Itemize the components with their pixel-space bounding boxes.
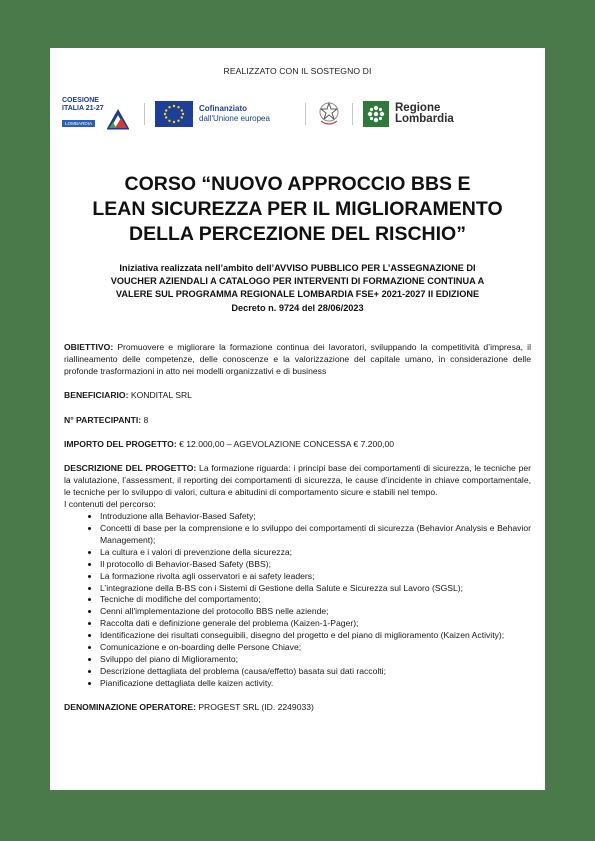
support-caption: REALIZZATO CON IL SOSTEGNO DI bbox=[223, 66, 372, 76]
coesione-italy-icon bbox=[107, 108, 129, 130]
list-item: • Comunicazione e on-boarding delle Persone Chiave; bbox=[100, 642, 531, 654]
lombardia-rose-icon bbox=[363, 101, 389, 127]
contents-intro: I contenuti del percorso: bbox=[64, 499, 156, 510]
list-item: • La cultura e i valori di prevenzione della sicurezza; bbox=[100, 547, 531, 559]
description-paragraph bbox=[64, 463, 531, 499]
contents-list bbox=[64, 511, 531, 690]
regione-text: Regione bbox=[395, 101, 441, 114]
title-line: LEAN SICUREZZA PER IL MIGLIORAMENTO bbox=[92, 198, 503, 220]
list-item: • Sviluppo del piano di Miglioramento; bbox=[100, 654, 531, 666]
objective-label: OBIETTIVO: bbox=[64, 342, 114, 352]
operator-line bbox=[64, 702, 531, 714]
list-item: • Raccolta dati e definizione generale del problema (Kaizen-1-Pager); bbox=[100, 618, 531, 630]
participants-value: 8 bbox=[141, 414, 149, 425]
objective-paragraph bbox=[64, 342, 531, 378]
eu-cofinanced-logo bbox=[155, 101, 295, 127]
participants-line bbox=[64, 415, 531, 427]
coesione-badge: LOMBARDIA bbox=[62, 120, 95, 127]
eu-line2: dall'Unione europea bbox=[199, 114, 270, 123]
list-item: • Cenni all'implementazione del protocollo BBS nelle aziende; bbox=[100, 606, 531, 618]
logo-divider bbox=[352, 103, 353, 125]
logo-divider bbox=[305, 103, 306, 125]
coesione-text: COESIONE bbox=[62, 97, 99, 104]
coesione-subtext: ITALIA 21-27 bbox=[62, 104, 104, 112]
lombardia-text: Lombardia bbox=[395, 113, 454, 125]
operator-label: DENOMINAZIONE OPERATORE: bbox=[64, 702, 196, 713]
list-item: • Identificazione dei risultati conseguibili, disegno del progetto e del piano di miglioramento (Kaizen Activity); bbox=[100, 630, 531, 642]
document-page bbox=[50, 48, 545, 790]
subtitle-line: VALERE SUL PROGRAMMA REGIONALE LOMBARDIA FSE+ 2021-2027 II EDIZIONE bbox=[115, 289, 480, 300]
coesione-italia-logo bbox=[62, 98, 134, 130]
subtitle-line: VOUCHER AZIENDALI A CATALOGO PER INTERVENTI DI FORMAZIONE CONTINUA A bbox=[110, 276, 485, 287]
logo-bar bbox=[62, 94, 533, 134]
amount-value: € 12.000,00 – AGEVOLAZIONE CONCESSA € 7.200,00 bbox=[176, 439, 395, 450]
beneficiary-line bbox=[64, 390, 531, 402]
subtitle-line: Decreto n. 9724 del 28/06/2023 bbox=[231, 302, 364, 313]
description-label: DESCRIZIONE DEL PROGETTO: bbox=[64, 463, 197, 474]
list-item: • L’integrazione della B-BS con i Sistemi di Gestione della Salute e Sicurezza sul Lavoro (SGSL); bbox=[100, 583, 531, 595]
logo-divider bbox=[144, 103, 145, 125]
list-item: • Concetti di base per la comprensione e lo sviluppo dei comportamenti di sicurezza (Behavior Analysis e Behavior Management); bbox=[100, 523, 531, 547]
beneficiary-label: BENEFICIARIO: bbox=[64, 390, 129, 401]
participants-label: N° PARTECIPANTI: bbox=[64, 414, 142, 425]
initiative-subtitle bbox=[76, 262, 519, 315]
list-item: • Tecniche di modifiche del comportamento; bbox=[100, 594, 531, 606]
list-item: • Introduzione alla Behavior-Based Safety; bbox=[100, 511, 531, 523]
regione-lombardia-logo bbox=[363, 101, 454, 127]
list-item: • Pianificazione dettagliata delle kaizen activity. bbox=[100, 678, 531, 690]
course-title bbox=[50, 172, 545, 247]
eu-flag-icon bbox=[155, 101, 193, 127]
operator-value: PROGEST SRL (ID. 2249033) bbox=[195, 702, 314, 713]
list-item: • La formazione rivolta agli osservatori e ai safety leaders; bbox=[100, 571, 531, 583]
subtitle-line: Iniziativa realizzata nell’ambito dell’AVVISO PUBBLICO PER L’ASSEGNAZIONE DI bbox=[119, 263, 476, 273]
description-text: La formazione riguarda: i principi base dei comportamenti di sicurezza, le tecniche per la valutazione, l’assessment, il reporting dei comportamenti di sicurezza, le cause d’incidente in chiave comportamentale, le tecniche per lo sviluppo di valori, cultura e abitudini di comportamento sicure e stabili nel tempo. bbox=[64, 463, 532, 498]
amount-line bbox=[64, 439, 531, 451]
eu-line1: Cofinanziato bbox=[199, 104, 247, 113]
objective-text: Promuovere e migliorare la formazione continua dei lavoratori, sviluppando la competitività d’impresa, il riallineamento delle competenze, delle conoscenze e la valorizzazione del capitale umano, in considerazione delle profonde trasformazioni in atto nei modelli organizzativi e di business bbox=[64, 342, 531, 376]
italian-republic-emblem-icon bbox=[316, 100, 342, 128]
title-line: DELLA PERCEZIONE DEL RISCHIO” bbox=[129, 223, 466, 245]
list-item: • Il protocollo di Behavior-Based Safety (BBS); bbox=[100, 559, 531, 571]
title-line: CORSO “NUOVO APPROCCIO BBS E bbox=[124, 173, 471, 195]
amount-label: IMPORTO DEL PROGETTO: bbox=[64, 439, 177, 450]
list-item: • Descrizione dettagliata del problema (causa/effetto) basata sui dati raccolti; bbox=[100, 666, 531, 678]
beneficiary-value: KONDITAL SRL bbox=[128, 390, 192, 401]
document-body bbox=[64, 342, 531, 714]
